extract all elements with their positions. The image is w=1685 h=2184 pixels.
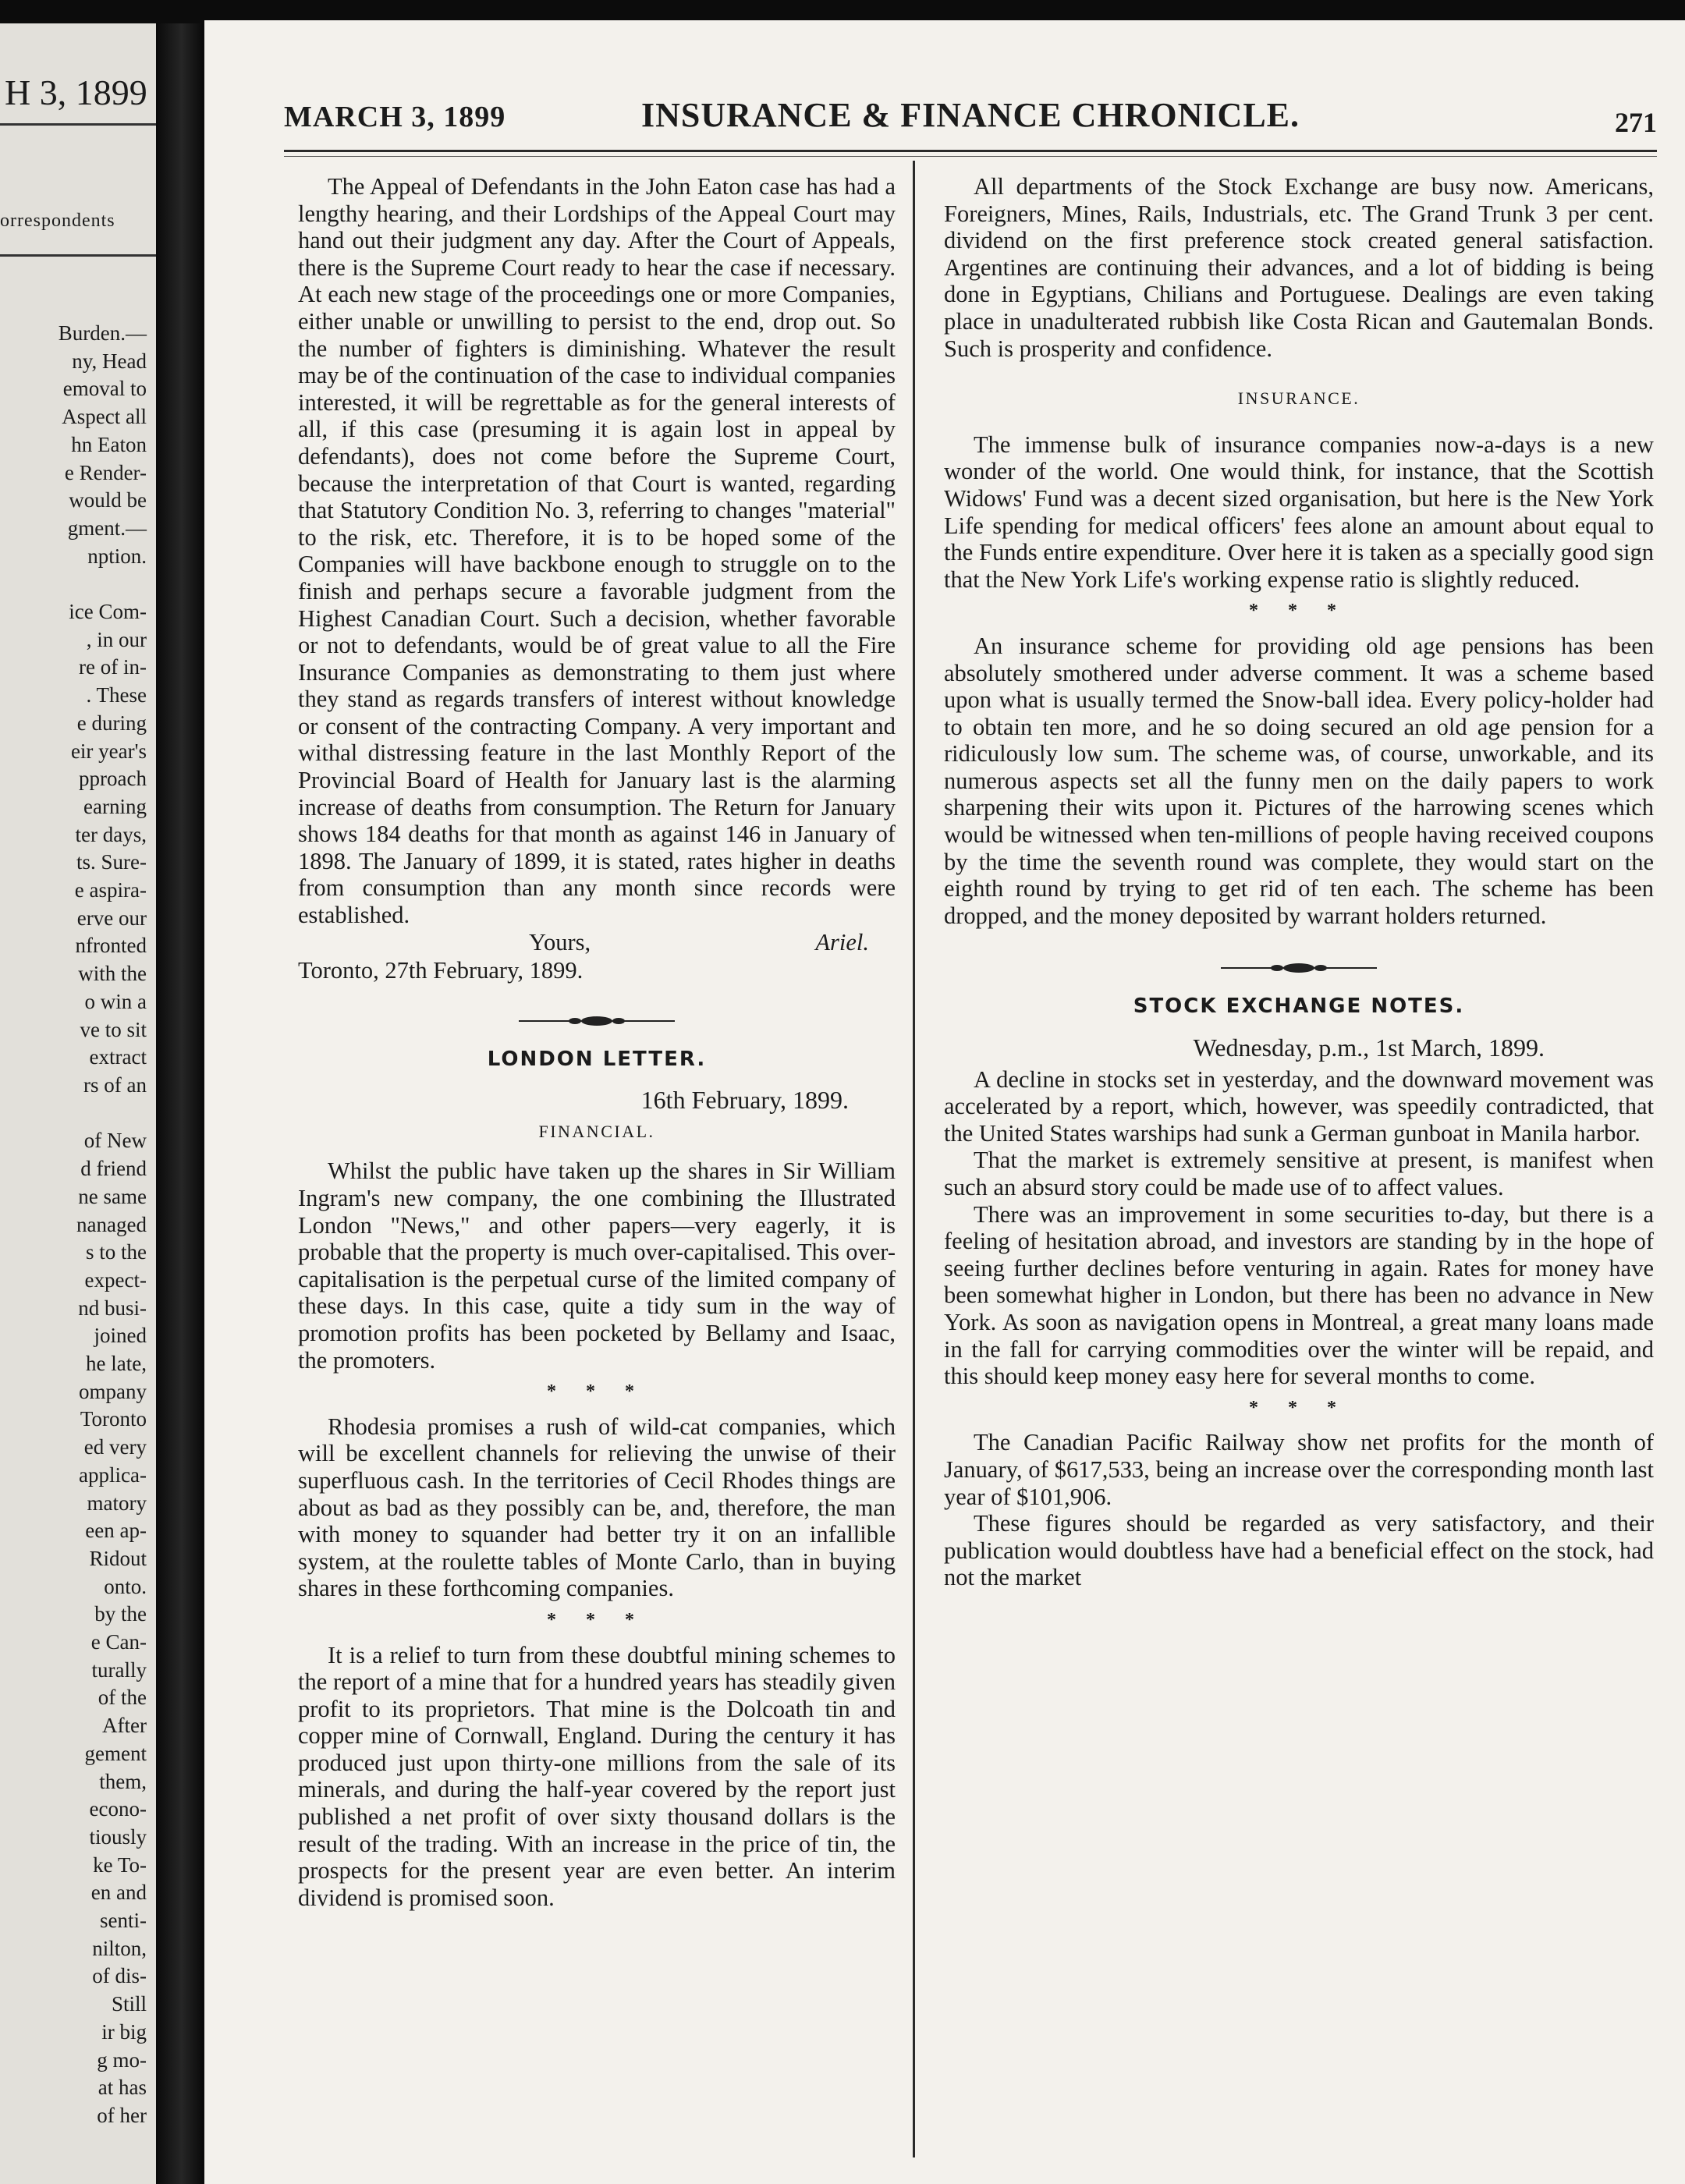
letter-signature bbox=[298, 929, 896, 985]
previous-page-fragment-line: onto. bbox=[104, 1574, 147, 1598]
masthead bbox=[284, 86, 1657, 148]
previous-page-fragment-line: g mo- bbox=[97, 2048, 147, 2072]
previous-page-fragment-line: ir big bbox=[101, 2019, 147, 2044]
previous-page-fragment-line: extract bbox=[89, 1045, 147, 1069]
previous-page-fragment-line: After bbox=[102, 1714, 147, 1738]
previous-page-fragment-line: with the bbox=[78, 962, 147, 986]
previous-page-fragment-line: tiously bbox=[89, 1824, 147, 1849]
previous-page-fragment-line: turally bbox=[91, 1658, 147, 1682]
previous-page-fragment-line: ne same bbox=[78, 1184, 147, 1208]
london-letter-heading: LONDON LETTER. bbox=[487, 1047, 707, 1071]
previous-page-fragment-line: matory bbox=[87, 1491, 147, 1515]
previous-page-fragment-line: he late, bbox=[86, 1352, 147, 1376]
previous-page-fragment-line: nption. bbox=[87, 544, 147, 568]
previous-page-fragment-line: them, bbox=[99, 1769, 147, 1793]
previous-page-fragment-line: rs of an bbox=[83, 1072, 147, 1097]
previous-page-fragment-line: nilton, bbox=[92, 1936, 147, 1960]
asterism-separator: * * * bbox=[547, 1609, 647, 1630]
previous-page-fragment-line: Burden.— bbox=[58, 321, 147, 345]
previous-page-fragment-line: pproach bbox=[79, 767, 147, 791]
previous-page-fragment-line: by the bbox=[94, 1602, 147, 1626]
article-paragraph-improvement: There was an improvement in some securities to-day, but there is a feeling of hesitation abroad, and investors are standing by in the hope of seeing further declines before venturing in again. Rates for money have been somewhat higher in London, but there has been no advance in New York. As soon as navigation opens in Montreal, a great many loans made in the fall for carrying commodities over the winter will be repaid, and this should keep money easy here for several months to come. bbox=[944, 1200, 1654, 1390]
previous-page-fragment-line: applica- bbox=[79, 1462, 147, 1487]
previous-page-fragment-line: emoval to bbox=[62, 377, 147, 401]
section-divider-ornament bbox=[298, 998, 896, 1040]
previous-page-fragment-line: o win a bbox=[84, 989, 147, 1013]
previous-page-fragment-line: ny, Head bbox=[72, 349, 147, 373]
previous-page-fragment-line: joined bbox=[94, 1324, 147, 1348]
stock-exchange-notes-date: Wednesday, p.m., 1st March, 1899. bbox=[1193, 1034, 1545, 1062]
article-paragraph-insurance-bulk: The immense bulk of insurance companies now-a-days is a new wonder of the world. One would think, for instance, that the Scottish Widows' Fund was a decent sized organisation, but here is the New York Life spending for medical officers' fees alone an amount about equal to the Funds entire expenditure. Over here it is taken as a specially good sign that the New York Life's working expense ratio is slightly reduced. bbox=[944, 431, 1654, 593]
publication-title: INSURANCE & FINANCE CHRONICLE. bbox=[640, 96, 1300, 134]
previous-page-rule bbox=[0, 123, 156, 126]
previous-page-fragment-line: Toronto bbox=[80, 1407, 147, 1431]
previous-page-fragment-line: Still bbox=[111, 1992, 147, 2016]
previous-page-fragment-line: of New bbox=[83, 1129, 147, 1153]
previous-page-fragment-line: ke To- bbox=[93, 1852, 147, 1877]
previous-page-fragment-line: e Render- bbox=[64, 460, 147, 484]
previous-page-fragment-line: ompany bbox=[79, 1379, 147, 1403]
previous-page-fragment-line: e Can- bbox=[90, 1630, 147, 1654]
previous-page-fragment-line: d friend bbox=[80, 1157, 147, 1181]
asterism-separator: * * * bbox=[1249, 601, 1349, 622]
previous-page-fragment-line: of her bbox=[97, 2104, 147, 2127]
previous-page-fragment-line: would be bbox=[69, 488, 147, 512]
previous-page-fragment-line: , in our bbox=[86, 627, 147, 651]
header-date: MARCH 3, 1899 bbox=[284, 101, 506, 133]
previous-page-fragment-line: ice Com- bbox=[69, 600, 147, 624]
article-paragraph-pensions: An insurance scheme for providing old age pensions has been absolutely smothered under adverse comment. It was a scheme based upon what is usually termed the Snow-ball idea. Every policy-holder had to obtain ten more, and he so doing secured an old age pension for a ridiculously low sum. The scheme was, of course, unworkable, and its numerous aspects set all the funny men on the daily papers to work sharpening their wits upon it. Pictures of the harrowing scenes which would be witnessed when ten-millions of people having received coupons by the time the seventh round was complete, they would start on the eighth round by trying to get rid of ten each. The scheme has been dropped, and the money deposited by warrant holders returned. bbox=[944, 632, 1654, 929]
letter-author: Ariel. bbox=[815, 928, 869, 956]
previous-page-fragment bbox=[0, 23, 156, 2184]
article-paragraph-dolcoath: It is a relief to turn from these doubtful mining schemes to the report of a mine that for a hundred years has steadily given profit to its proprietors. That mine is the Dolcoath tin and copper mine of Cornwall, England. During the century it has produced just upon thirty-one millions from the sale of its minerals, and during the half-year covered by the report just published a net profit of over sixty thousand dollars is the result of the trading. With an increase in the price of tin, the prospects for the present year are even better. An interim dividend is promised soon. bbox=[298, 1641, 896, 1911]
previous-page-fragment-line bbox=[59, 1100, 147, 1128]
financial-subheading: FINANCIAL. bbox=[538, 1121, 655, 1141]
article-paragraph-sensitive: That the market is extremely sensitive at present, is manifest when such an absurd story could be made use of to affect values. bbox=[944, 1147, 1654, 1200]
previous-page-fragment-line: re of in- bbox=[79, 655, 147, 679]
previous-page-fragment-line: ts. Sure- bbox=[76, 850, 147, 874]
previous-page-text-fragments bbox=[59, 320, 147, 2130]
previous-page-fragment-line: eir year's bbox=[70, 739, 147, 763]
header-rule bbox=[284, 150, 1657, 152]
previous-page-fragment-line: nanaged bbox=[76, 1212, 147, 1236]
left-column bbox=[298, 173, 896, 1911]
previous-page-fragment-line: earning bbox=[83, 794, 147, 818]
header-rule-thin bbox=[284, 156, 1657, 157]
section-divider-ornament bbox=[944, 945, 1654, 987]
article-paragraph-figures: These figures should be regarded as very satisfactory, and their publication would doubtless have had a beneficial effect on the stock, had not the market bbox=[944, 1510, 1654, 1591]
previous-page-fragment-line: of dis- bbox=[92, 1964, 147, 1988]
stock-exchange-notes-heading: STOCK EXCHANGE NOTES. bbox=[1133, 994, 1465, 1019]
column-divider bbox=[913, 161, 915, 2157]
previous-page-fragment-line: nfronted bbox=[75, 934, 147, 958]
article-paragraph-ingram: Whilst the public have taken up the shares in Sir William Ingram's new company, the one combining the Illustrated London "News," and other papers—very eagerly, it is probable that the property is much over-capitalised. This over-capitalisation is the perpetual curse of the limited company of these days. In this case, quite a tidy sum in the way of promotion profits has been pocketed by Bellamy and Isaac, the promoters. bbox=[298, 1158, 896, 1374]
previous-page-fragment-line: of the bbox=[98, 1686, 147, 1710]
previous-page-fragment-line: expect- bbox=[84, 1268, 147, 1292]
previous-page-fragment-line: gement bbox=[84, 1741, 147, 1765]
previous-page-fragment-line: ed very bbox=[83, 1435, 147, 1459]
previous-page-header: H 3, 1899 bbox=[5, 73, 147, 112]
previous-page-fragment-line: ve to sit bbox=[80, 1017, 147, 1041]
page-number: 271 bbox=[1615, 107, 1657, 138]
previous-page-subheading: orrespondents bbox=[0, 211, 115, 231]
insurance-subheading: INSURANCE. bbox=[1237, 388, 1360, 409]
article-paragraph-rhodesia: Rhodesia promises a rush of wild-cat companies, which will be excellent channels for relieving the unwise of their superfluous cash. In the territories of Cecil Rhodes things are about as bad as they possibly can be, and, therefore, the man with money to squander had better try it on an infallible system, at the roulette tables of Monte Carlo, than in buying shares in these forthcoming companies. bbox=[298, 1413, 896, 1602]
previous-page-fragment-line: senti- bbox=[100, 1909, 147, 1933]
previous-page-fragment-line: e aspira- bbox=[74, 878, 147, 902]
article-paragraph-stock-exchange: All departments of the Stock Exchange are busy now. Americans, Foreigners, Mines, Rails, Industrials, etc. The Grand Trunk 3 per cent. dividend on the first preference stock created general satisfaction. Argentines are continuing their advances, and a lot of bidding is being done in Egyptians, Chilians and Portuguese. Dealings are even taking place in unadulterated rubbish like Costa Rican and Gautemalan Bonds. Such is prosperity and confidence. bbox=[944, 173, 1654, 362]
article-paragraph-appeal: The Appeal of Defendants in the John Eaton case has had a lengthy hearing, and their Lordships of the Appeal Court may hand out their judgment any day. After the Court of Appeals, there is the Supreme Court ready to hear the case if necessary. At each new stage of the proceedings one or more Companies, either unable or unwilling to persist to the end, drop out. So the number of fighters is diminishing. Whatever the result may be of the continuation of the case to individual companies interested, it will be regrettable as for the general interests of all, if this case (presuming it is again lost in appeal by defendants), does not come before the Supreme Court, because the interpretation of that Court is wanted, regarding that Statutory Condition No. 3, referring to changes "material" to the risk, etc. Therefore, it is to be hoped some of the Companies will have backbone enough to struggle on to the finish and perhaps secure a favorable judgment from the Highest Canadian Court. Such a decision, whether favorable or not to defendants, would be of great value to all the Fire Insurance Companies as demonstrating to them just where they stand as regards transfers of interest without knowledge or consent of the contracting Company. A very important and withal distressing feature in the last Monthly Report of the Provincial Board of Health for January last is the alarming increase of deaths from consumption. The Return for January shows 184 deaths for that month as against 146 in January of 1898. The January of 1899, it is stated, rates higher in deaths from consumption than any month since records were established. bbox=[298, 173, 896, 929]
london-letter-date: 16th February, 1899. bbox=[640, 1086, 849, 1115]
previous-page-rule bbox=[0, 254, 156, 257]
previous-page-fragment-line: ter days, bbox=[75, 822, 147, 846]
previous-page-fragment-line: . These bbox=[86, 683, 147, 707]
asterism-separator: * * * bbox=[1249, 1397, 1349, 1418]
newspaper-page bbox=[204, 20, 1685, 2184]
previous-page-fragment-line: Ridout bbox=[89, 1546, 147, 1570]
book-gutter bbox=[156, 23, 203, 2184]
previous-page-fragment-line: Aspect all bbox=[62, 405, 147, 429]
previous-page-fragment-line: econo- bbox=[89, 1797, 147, 1821]
previous-page-fragment-line bbox=[59, 570, 147, 598]
previous-page-fragment-line: erve our bbox=[76, 906, 147, 930]
letter-place-date: Toronto, 27th February, 1899. bbox=[298, 956, 584, 984]
previous-page-fragment-line: en and bbox=[90, 1881, 147, 1905]
previous-page-fragment-line: e during bbox=[76, 711, 147, 735]
previous-page-fragment-line: gment.— bbox=[67, 516, 147, 540]
article-paragraph-cpr: The Canadian Pacific Railway show net profits for the month of January, of $617,533, being an increase over the corresponding month last year of $101,906. bbox=[944, 1429, 1654, 1510]
previous-page-fragment-line: nd busi- bbox=[78, 1296, 147, 1320]
previous-page-fragment-line: hn Eaton bbox=[71, 432, 147, 456]
right-column bbox=[944, 173, 1654, 1591]
asterism-separator: * * * bbox=[547, 1381, 647, 1402]
article-paragraph-decline: A decline in stocks set in yesterday, and the downward movement was accelerated by a report, which, however, was speedily contradicted, that the United States warships had sunk a German gunboat in Manila harbor. bbox=[944, 1065, 1654, 1147]
previous-page-fragment-line: een ap- bbox=[85, 1519, 147, 1543]
previous-page-fragment-line: at has bbox=[98, 2076, 147, 2100]
previous-page-fragment-line: s to the bbox=[86, 1240, 147, 1264]
sign-off: Yours, bbox=[529, 928, 591, 956]
